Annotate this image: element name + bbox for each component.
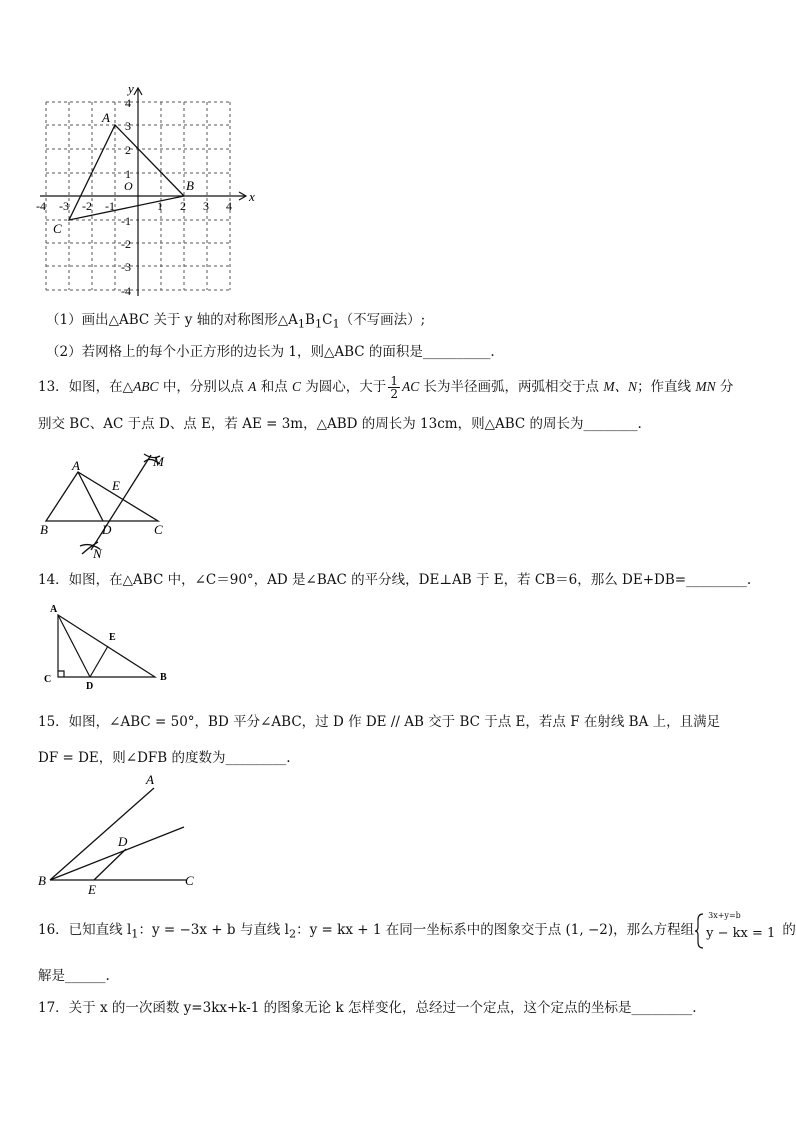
q13-label-a: A [72, 458, 80, 473]
y-tick-label: -1 [121, 214, 131, 228]
q16-line1: 16．已知直线 $l_1$：y = −3x + b 与直线 $l_2$：y = kx + 1 在同一坐标系中的图象交于点 (1, −2)，那么方程组 3x+y=b y − kx = 1 的 [38, 912, 796, 953]
x-tick-label: 2 [180, 199, 186, 213]
point-a-label: A [102, 110, 110, 125]
q17-text: 17．关于 x 的一次函数 y=3kx+k-1 的图象无论 k 怎样变化，总经过一个定点，这个定点的坐标是_________. [38, 1000, 697, 1016]
point-c-label: C [53, 221, 62, 236]
q15-line2: DF = DE，则∠DFB 的度数为_________. [38, 750, 291, 766]
q13-label-d: D [102, 522, 112, 537]
q13-label-b: B [40, 522, 48, 537]
q14-label-a: A [50, 604, 58, 615]
y-tick-label: 2 [125, 143, 131, 157]
x-tick-label: 3 [203, 199, 209, 213]
y-axis-label: y [128, 81, 134, 96]
q14-text: 14．如图，在△ABC 中，∠C＝90°，AD 是∠BAC 的平分线，DE⊥AB 于 E，若 CB＝6，那么 DE+DB=_________. [38, 572, 752, 588]
q14-label-c: C [44, 674, 52, 685]
left-brace-icon [694, 913, 704, 949]
x-tick-label: 4 [226, 199, 232, 213]
equation-system [694, 910, 778, 949]
q15-label-b: B [38, 873, 46, 888]
x-tick-label: -2 [82, 199, 92, 213]
q12-part1: （1）画出△ABC 关于 y 轴的对称图形$\triangle A_1B_1C_1$（不写画法）; [46, 312, 426, 331]
y-tick-label: -4 [121, 284, 131, 298]
q14-triangle-figure [40, 600, 180, 690]
q14-label-b: B [160, 672, 167, 683]
y-tick-label: -2 [121, 237, 131, 251]
q15-line1: 15．如图，∠ABC = 50°，BD 平分∠ABC，过 D 作 DE // AB 交于 BC 于点 E，若点 F 在射线 BA 上，且满足 [38, 714, 721, 730]
x-tick-label: 1 [157, 199, 163, 213]
q16-line2: 解是______. [38, 968, 110, 984]
q13-label-c: C [154, 522, 163, 537]
q15-angle-figure [34, 770, 204, 896]
q13-triangle-figure [36, 450, 176, 560]
q13-line2: 别交 BC、AC 于点 D、点 E，若 AE = 3m，△ABD 的周长为 13cm，则△ABC 的周长为________. [38, 416, 642, 432]
y-tick-labels [121, 96, 131, 298]
y-tick-label: 4 [125, 96, 131, 110]
q15-label-e: E [88, 882, 96, 897]
fraction-one-half: $\frac{1}{2}$ [390, 374, 398, 401]
y-tick-label: -3 [121, 260, 131, 274]
origin-label: O [124, 179, 133, 193]
q15-label-a: A [146, 772, 154, 787]
q14-label-e: E [109, 632, 116, 643]
y-tick-label: 3 [125, 119, 131, 133]
x-tick-label: -3 [59, 199, 69, 213]
q13-label-e: E [112, 478, 120, 493]
q15-label-c: C [185, 873, 194, 888]
q14-label-d: D [86, 681, 94, 692]
q13-line1: 13．如图，在△ABC 中，分别以点 A 和点 C 为圆心，大于 $\frac{1}{2}$ AC 长为半径画弧，两弧相交于点 M、N；作直线 MN 分 [38, 374, 734, 401]
q15-label-d: D [118, 834, 128, 849]
y-tick-label: 1 [125, 167, 131, 181]
system-bottom-equation: y − kx = 1 [706, 925, 776, 941]
x-axis-label: x [249, 189, 255, 204]
point-b-label: B [186, 178, 194, 193]
x-tick-label: -4 [36, 199, 46, 213]
system-top-equation: 3x+y=b [708, 910, 741, 920]
q12-part2: （2）若网格上的每个小正方形的边长为 1，则△ABC 的面积是__________. [46, 344, 495, 360]
q13-label-m: M [153, 454, 164, 469]
axes [40, 88, 246, 296]
coordinate-grid-figure [30, 82, 270, 302]
x-tick-label: -1 [105, 199, 115, 213]
q13-label-n: N [93, 546, 102, 561]
